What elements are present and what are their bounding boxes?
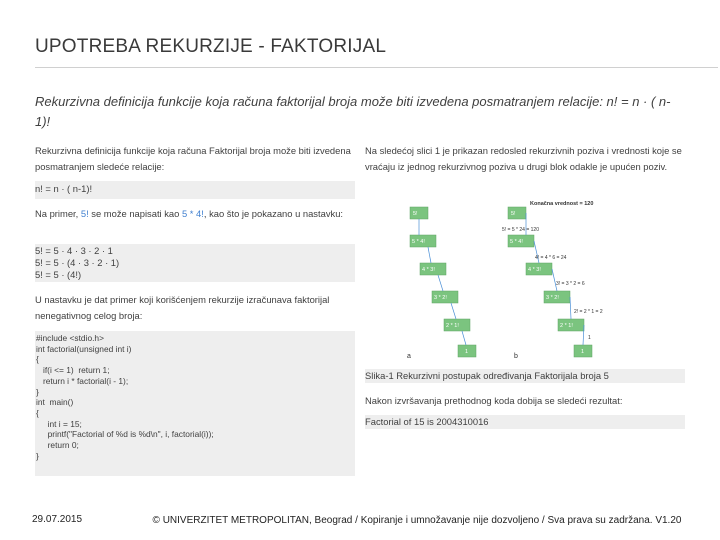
recursion-figure [398,193,610,363]
figure-header: Konačna vrednost = 120 [530,201,594,207]
left-paragraph-1: Rekurzivna definicija funkcije koja računa Faktorijal broja može biti izvedena posmatranjem sledeće relacije: [35,145,351,172]
label-a: a [407,353,411,360]
code-block: #include <stdio.h> int factorial(unsigned int i) { if(i <= 1) return 1; return i * factorial(i - 1); } int main() { int i = 15; printf("Factorial of %d is %d\n", i, factorial(i)); return 0; } [35,331,355,476]
example-paragraph [35,206,357,222]
example-text-mid: se može napisati kao [88,208,182,219]
figure-caption: Slika-1 Rekurzivni postupak određivanja Faktorijala broja 5 [365,369,685,383]
right-node-label: 5 * 4! [510,239,523,245]
example-text-pre: Na primer, [35,208,81,219]
return-value: 1 [588,335,591,341]
left-node-label: 5 * 4! [412,239,425,245]
return-value: 5! = 5 * 24 = 120 [502,227,539,233]
page-title: UPOTREBA REKURZIJE - FAKTORIJAL [35,36,387,57]
result-text: Factorial of 15 is 2004310016 [365,416,489,427]
example-value-a: 5! [80,208,89,219]
expansion-line: 5! = 5 · (4!) [35,269,82,280]
expansion-line: 5! = 5 · 4 · 3 · 2 · 1 [35,245,113,256]
footer-copyright: © UNIVERZITET METROPOLITAN, Beograd / Kopiranje i umnožavanje nije dozvoljeno / Sva prava su zadržana. V1.20 [152,515,682,526]
right-paragraph-1: Na sledećoj slici 1 je prikazan redosled rekurzivnih poziva i vrednosti koje se vraćaju iz jednog rekurzivnog poziva u drugi blok odakle je upućen poziv. [365,145,682,172]
left-node-label: 5! [413,211,418,217]
example-text-post: , kao što je pokazano u nastavku: [203,208,344,219]
example-value-b: 5 * 4! [181,208,204,219]
right-paragraph-2: Nakon izvršavanja prethodnog koda dobija se sledeći rezultat: [365,395,623,406]
right-node-label: 3 * 2! [546,295,559,301]
result-box [365,415,685,429]
formula-box [35,181,355,199]
right-node-label: 5! [511,211,516,217]
return-value: 4! = 4 * 6 = 24 [535,255,567,261]
right-node-label: 1 [581,349,585,355]
left-node-label: 1 [465,349,469,355]
return-value: 2! = 2 * 1 = 2 [574,309,603,315]
title-divider [35,67,718,68]
label-b: b [514,353,518,360]
right-node-label: 2 * 1! [560,323,573,329]
left-paragraph-3: U nastavku je dat primer koji korišćenjem rekurzije izračunava faktorijal nenegativnog celog broja: [35,294,330,321]
expansion-line: 5! = 5 · (4 · 3 · 2 · 1) [35,257,120,268]
left-node-label: 3 * 2! [434,295,447,301]
left-node-label: 4 * 3! [422,267,435,273]
formula-text: n! = n · ( n-1)! [35,183,93,194]
return-value: 3! = 3 * 2 = 6 [556,281,585,287]
expansion-box [35,244,355,282]
footer-date: 29.07.2015 [32,514,83,525]
left-node-label: 2 * 1! [446,323,459,329]
intro-text: Rekurzivna definicija funkcije koja računa faktorijal broja može biti izvedena posmatranjem relacije: n! = n · ( n-1)! [35,94,671,129]
right-node-label: 4 * 3! [528,267,541,273]
